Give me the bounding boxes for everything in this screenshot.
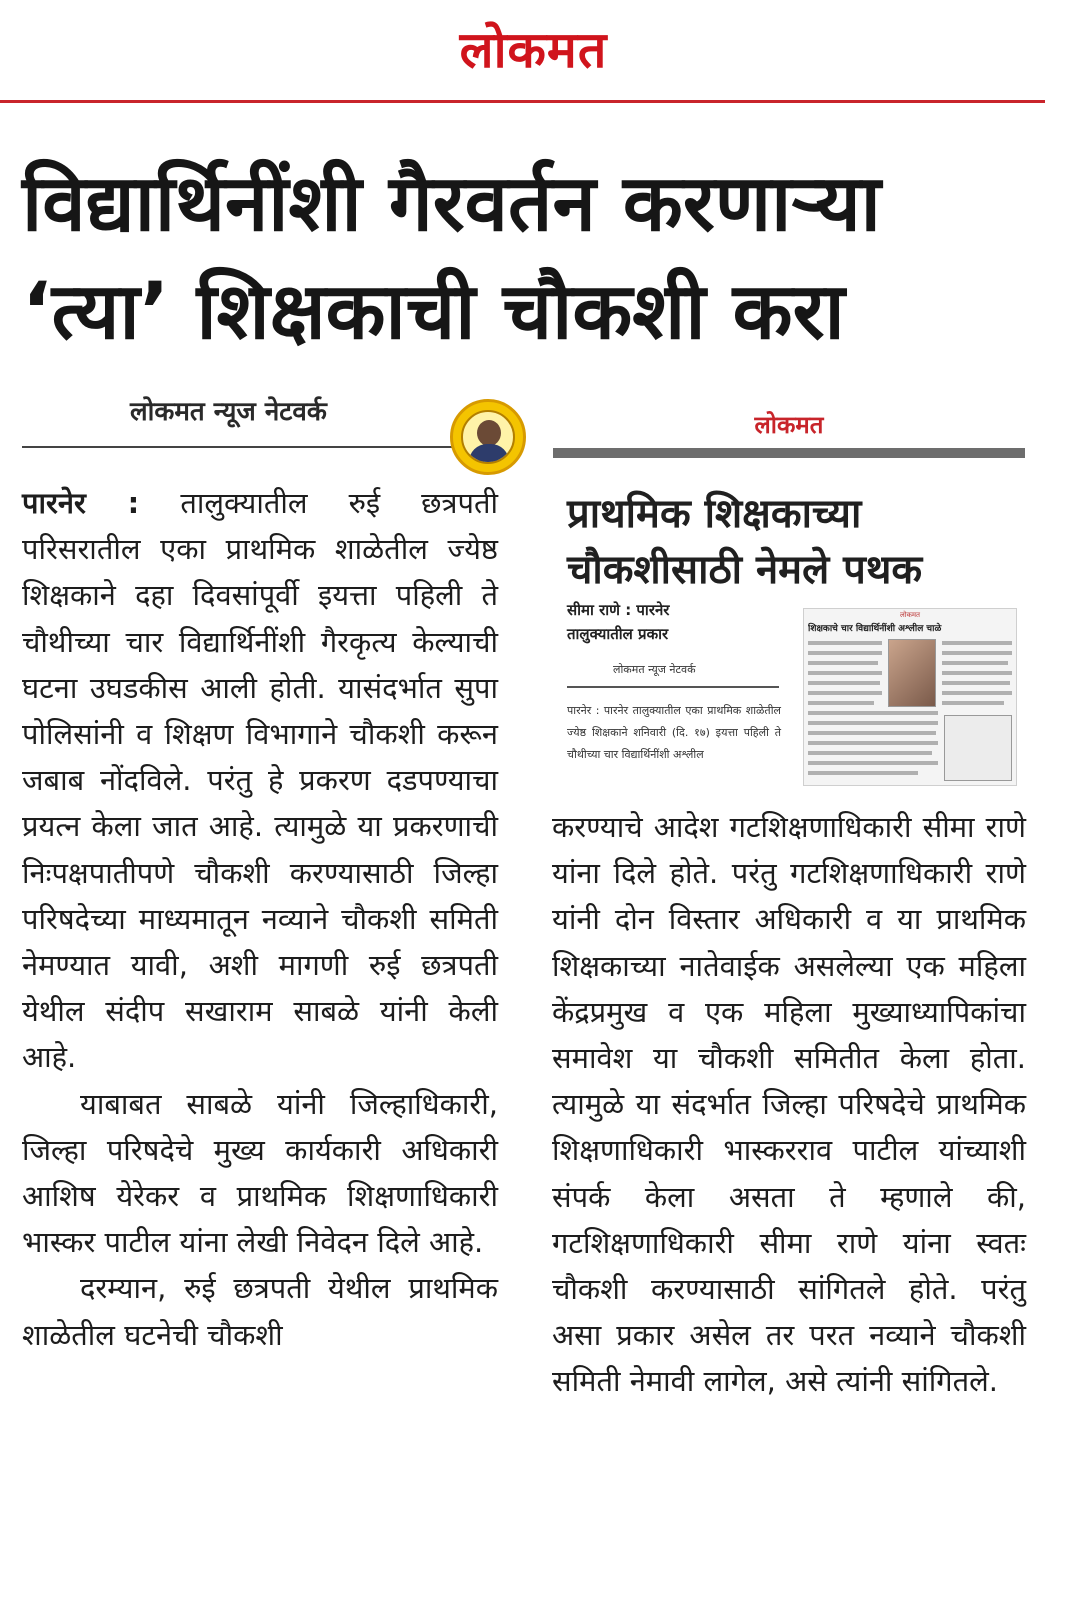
thumbnail-text-line <box>808 671 882 675</box>
article-paragraph-3: दरम्यान, रुई छत्रपती येथील प्राथमिक शाळेतील घटनेची चौकशी <box>22 1271 498 1352</box>
thumbnail-text-line <box>808 711 938 715</box>
article-paragraph-2: याबाबत साबळे यांनी जिल्हाधिकारी, जिल्हा परिषदेचे मुख्य कार्यकारी अधिकारी आशिष येरेकर व प्राथमिक शिक्षणाधिकारी भास्कर पाटील यांना लेखी निवेदन दिले आहे. <box>22 1086 498 1260</box>
thumbnail-text-line <box>808 661 878 665</box>
avatar <box>461 410 515 464</box>
thumbnail-text-line <box>808 721 938 725</box>
thumbnail-text-line <box>808 651 882 655</box>
related-clipping <box>553 400 1025 795</box>
clipping-byline-line-1: सीमा राणे : पारनेर <box>567 601 670 619</box>
thumbnail-text-line <box>808 751 932 755</box>
thumbnail-text-line <box>808 681 880 685</box>
masthead <box>0 0 1067 100</box>
thumbnail-text-line <box>808 691 882 695</box>
clipping-byline-line-2: तालुक्यातील प्रकार <box>567 625 669 643</box>
clipping-body: पारनेर : पारनेर तालुक्यातील एका प्राथमिक शाळेतील ज्येष्ठ शिक्षकाने शनिवारी (दि. १७) इयत्ता पहिली ते चौथीच्या चार विद्यार्थिनींशी अश्लील <box>567 704 781 761</box>
article-column-left <box>22 480 498 1358</box>
thumbnail-text-line <box>942 651 1012 655</box>
older-clipping-thumbnail <box>803 608 1017 786</box>
avatar-face-icon <box>477 420 501 446</box>
thumbnail-sidebar-box <box>944 715 1012 781</box>
clipping-headline-line-2: चौकशीसाठी नेमले पथक <box>567 547 923 593</box>
thumbnail-headline: शिक्षकाचे चार विद्यार्थिनींशी अश्लील चाळे <box>808 624 942 634</box>
clipping-headline <box>567 486 1017 598</box>
masthead-rule <box>0 100 1045 103</box>
thumbnail-logo: लोकमत <box>899 611 921 619</box>
thumbnail-text-line <box>942 691 1012 695</box>
clipping-rule <box>567 686 779 688</box>
thumbnail-text-line <box>808 641 882 645</box>
thumbnail-text-line <box>808 701 874 705</box>
thumbnail-text-line <box>942 681 1010 685</box>
dateline-place: पारनेर : <box>22 486 140 520</box>
headline-line-2: ‘त्या’ शिक्षकाची चौकशी करा <box>22 267 845 357</box>
paragraph-1-text: तालुक्यातील रुई छत्रपती परिसरातील एका प्राथमिक शाळेतील ज्येष्ठ शिक्षकाने दहा दिवसांपूर्वी इयत्ता पहिली ते चौथीच्या चार विद्यार्थिनींशी गैरकृत्य केल्याची घटना उघडकीस आली होती. यासंदर्भात सुपा पोलिसांनी व शिक्षण विभागाने चौकशी करून जबाब नोंदविले. परंतु हे प्रकरण दडपण्याचा प्रयत्न केला जात आहे. त्यामुळे या प्रकरणाची निःपक्षपातीपणे चौकशी करण्यासाठी जिल्हा परिषदेच्या माध्यमातून नव्याने चौकशी समिती नेमण्यात यावी, अशी मागणी रुई छत्रपती येथील संदीप सखाराम साबळे यांनी केली आहे. <box>22 486 499 1075</box>
profile-badge <box>450 399 526 475</box>
article-paragraph-1 <box>22 480 498 1081</box>
thumbnail-text-line <box>942 641 1012 645</box>
byline-rule <box>22 446 452 448</box>
thumbnail-photo <box>888 639 936 707</box>
avatar-shirt-icon <box>469 444 509 464</box>
clipping-network: लोकमत न्यूज नेटवर्क <box>613 663 696 676</box>
thumbnail-text-line <box>808 771 918 775</box>
article-paragraph-4: करण्याचे आदेश गटशिक्षणाधिकारी सीमा राणे यांना दिले होते. परंतु गटशिक्षणाधिकारी राणे यांनी दोन विस्तार अधिकारी व या प्राथमिक शिक्षकाच्या नातेवाईक असलेल्या एक महिला केंद्रप्रमुख व एक महिला मुख्याध्यापिकांचा समावेश या चौकशी समितीत केला होता. त्यामुळे या संदर्भात जिल्हा परिषदेचे प्राथमिक शिक्षणाधिकारी भास्करराव पाटील यांच्याशी संपर्क केला असता ते म्हणाले की, गटशिक्षणाधिकारी सीमा राणे यांना स्वतः चौकशी करण्यासाठी सांगितले होते. परंतु असा प्रकार असेल तर परत नव्याने चौकशी समिती नेमावी लागेल, असे त्यांनी सांगितले. <box>552 810 1026 1399</box>
clipping-headline-line-1: प्राथमिक शिक्षकाच्या <box>567 491 862 537</box>
clipping-byline <box>567 598 797 646</box>
article-byline: लोकमत न्यूज नेटवर्क <box>130 397 327 427</box>
headline-line-1: विद्यार्थिनींशी गैरवर्तन करणाऱ्या <box>22 159 881 249</box>
thumbnail-text-line <box>942 701 1004 705</box>
thumbnail-text-line <box>942 671 1012 675</box>
article-headline <box>22 150 1042 366</box>
thumbnail-text-line <box>808 761 938 765</box>
newspaper-logo: लोकमत <box>459 21 608 79</box>
article-column-right <box>552 804 1026 1405</box>
thumbnail-text-line <box>808 731 936 735</box>
thumbnail-text-line <box>808 741 938 745</box>
thumbnail-text-line <box>942 661 1008 665</box>
clipping-logo: लोकमत <box>754 411 824 439</box>
clipping-bar <box>553 448 1025 458</box>
